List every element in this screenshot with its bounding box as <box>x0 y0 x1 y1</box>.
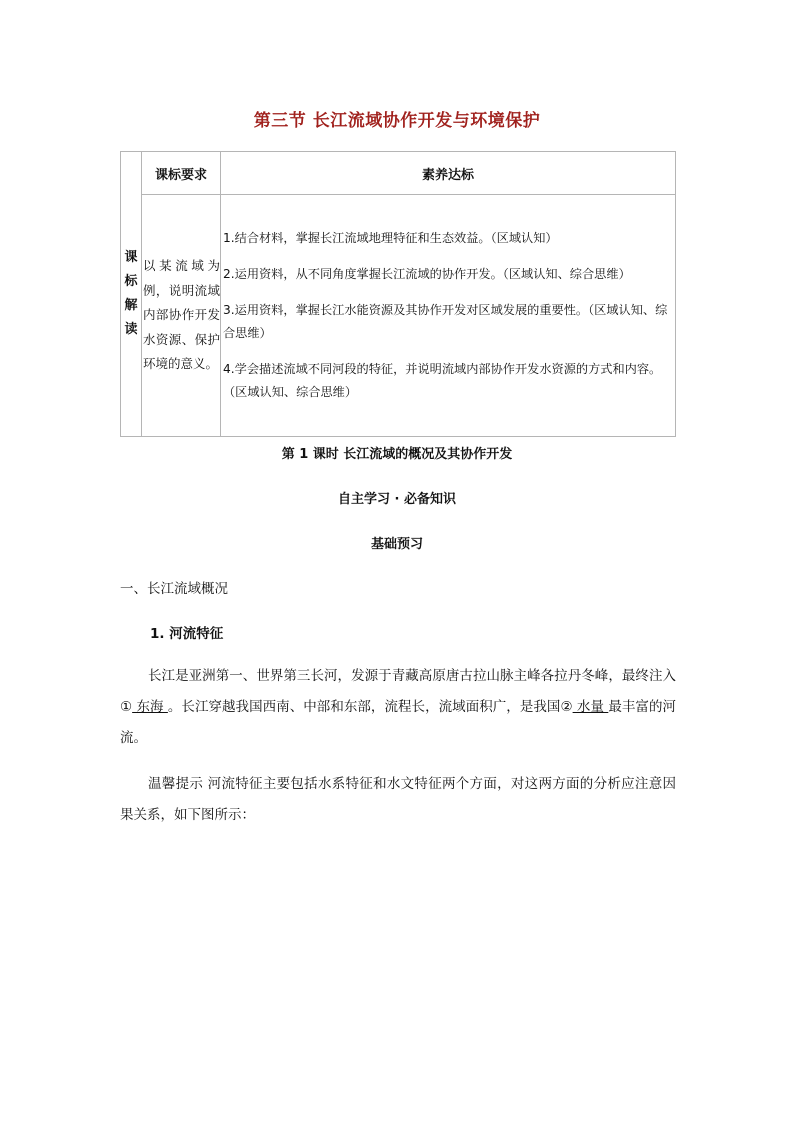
part-heading: 一、长江流域概况 <box>120 581 228 597</box>
side-label <box>121 152 142 437</box>
goal-item: 4.学会描述流域不同河段的特征，并说明流域内部协作开发水资源的方式和内容。（区域认知、综合思维） <box>223 362 662 399</box>
side-label-char: 解 <box>124 298 138 313</box>
para-text: 。长江穿越我国西南、中部和东部，流程长，流域面积广，是我国② <box>167 699 573 715</box>
page-title: 第三节 长江流域协作开发与环境保护 <box>253 111 541 131</box>
lesson-title: 第 1 课时 长江流域的概况及其协作开发 <box>281 447 513 462</box>
paragraph-river-features <box>120 661 676 754</box>
goal-item: 3.运用资料，掌握长江水能资源及其协作开发对区域发展的重要性。（区域认知、综合思维） <box>223 303 668 340</box>
goal-item: 1.结合材料，掌握长江流域地理特征和生态效益。（区域认知） <box>223 231 558 245</box>
answer-blank-1: 东海 <box>132 699 168 715</box>
header-requirement: 课标要求 <box>142 152 221 195</box>
goals-cell <box>221 195 676 437</box>
side-label-char: 读 <box>124 322 138 337</box>
side-label-char: 标 <box>124 274 138 289</box>
requirement-text: 以某流域为例，说明流域内部协作开发水资源、保护环境的意义。 <box>142 195 221 437</box>
side-label-char: 课 <box>124 250 138 265</box>
para-text: 最丰富的河流。 <box>120 699 676 746</box>
para-text: 长江是亚洲第一、世界第三长河，发源于青藏高原唐古拉山脉主峰各拉丹冬峰，最终注入① <box>120 668 676 715</box>
tip-paragraph: 温馨提示 河流特征主要包括水系特征和水文特征两个方面，对这两方面的分析应注意因果关系，如下图所示： <box>120 776 676 823</box>
curriculum-table <box>120 151 676 437</box>
answer-blank-2: 水量 <box>572 699 609 715</box>
sub-heading: 基础预习 <box>370 537 423 552</box>
goal-item: 2.运用资料，从不同角度掌握长江流域的协作开发。（区域认知、综合思维） <box>223 267 631 281</box>
header-goals: 素养达标 <box>221 152 676 195</box>
section-heading: 自主学习 · 必备知识 <box>338 492 456 507</box>
part-subheading: 1. 河流特征 <box>150 626 224 642</box>
